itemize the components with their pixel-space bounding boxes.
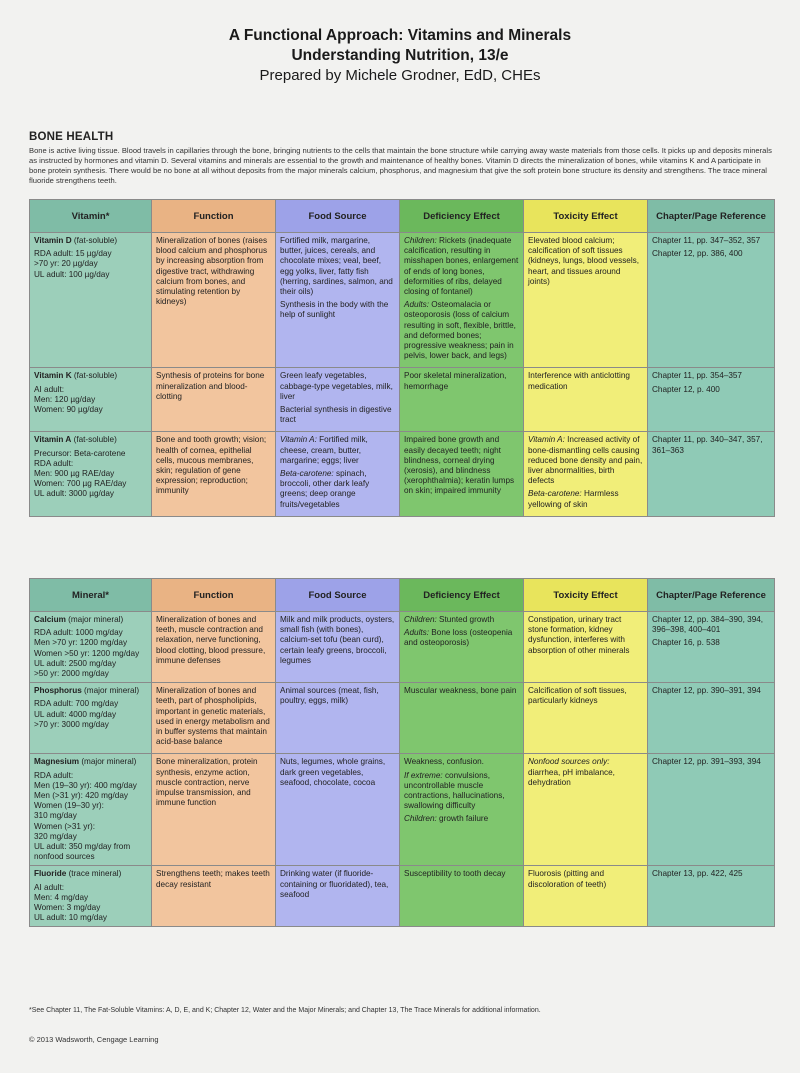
- text: Stunted growth: [436, 615, 495, 624]
- nutrient-detail: Men: 900 µg RAE/day: [34, 469, 115, 479]
- mineral-row-magnesium: [30, 754, 775, 866]
- nutrient-cell: [30, 866, 152, 927]
- nutrient-class: (fat-soluble): [71, 371, 118, 381]
- text: Muscular weakness, bone pain: [404, 686, 517, 696]
- food-source-text: Fortified milk, margarine, butter, juices, cereals, and chocolate mixes; veal, beef, egg yolks, liver, fatty fish (herring, sardines, salmon, and their oils): [280, 236, 393, 297]
- mineral-header-1: Mineral*: [30, 579, 152, 612]
- reference-text: Chapter 16, p. 538: [652, 638, 720, 648]
- toxicity-cell: [524, 368, 648, 432]
- nutrient-class: (fat-soluble): [71, 236, 118, 245]
- deficiency-text: [404, 757, 519, 767]
- vitamin-header-5: Toxicity Effect: [524, 200, 648, 233]
- vitamin-row-vitamin-a: [30, 432, 775, 516]
- deficiency-cell: [400, 612, 524, 683]
- italic-label: Beta-carotene:: [528, 489, 582, 499]
- section-heading: BONE HEALTH: [29, 131, 114, 143]
- text: Increased activity of bone-dismantling cells causing reduced bone density and pain, liver abnormalities, birth defects: [528, 435, 643, 486]
- nutrient-detail: UL adult: 3000 µg/day: [34, 489, 114, 499]
- mineral-header-3: Food Source: [276, 579, 400, 612]
- nutrient-detail: >70 yr: 20 µg/day: [34, 259, 98, 269]
- food-source-text: Bacterial synthesis in digestive tract: [280, 405, 392, 425]
- text: Interference with anticlotting medication: [528, 371, 630, 391]
- function-text: Synthesis of proteins for bone mineralization and blood-clotting: [156, 371, 265, 401]
- food-source-text: Synthesis in the body with the help of sunlight: [280, 300, 389, 320]
- function-cell: [152, 233, 276, 368]
- handout-page: [0, 26, 800, 1073]
- toxicity-cell: [524, 233, 648, 368]
- function-cell: [152, 432, 276, 516]
- function-text: Bone mineralization, protein synthesis, enzyme action, muscle contraction, nerve impulse transmission, and immune function: [156, 757, 258, 808]
- food-source-cell: [276, 754, 400, 866]
- vitamin-header-3: Food Source: [276, 200, 400, 233]
- deficiency-text: [404, 236, 519, 297]
- mineral-header-6: Chapter/Page Reference: [648, 579, 775, 612]
- nutrient-name: [34, 757, 147, 767]
- text: Rickets (inadequate calcification, resulting in misshapen bones, enlargement of ends of long bones, deformities of ribs, delayed closing of fontanel): [404, 236, 519, 297]
- vitamin-header-6: Chapter/Page Reference: [648, 200, 775, 233]
- nutrient-name: [34, 615, 147, 625]
- vitamin-header-1: Vitamin*: [30, 200, 152, 233]
- deficiency-text: [404, 628, 519, 648]
- italic-label: Adults:: [404, 628, 430, 638]
- nutrient-detail: AI adult:: [34, 882, 65, 892]
- nutrient-detail: Men >70 yr: 1200 mg/day: [34, 638, 128, 648]
- text: Osteomalacia or osteoporosis (loss of calcium resulting in soft, flexible, brittle, and deformed bones; progressive weakness; pain in pelvis, lower back, and legs): [404, 300, 516, 361]
- reference-text: Chapter 12, pp. 390–391, 394: [652, 686, 761, 696]
- nutrient-detail: RDA adult: 1000 mg/day: [34, 628, 123, 638]
- nutrient-detail: UL adult: 2500 mg/day: [34, 658, 117, 668]
- deficiency-cell: [400, 432, 524, 516]
- deficiency-text: [404, 686, 519, 696]
- italic-label: Vitamin A:: [280, 435, 317, 445]
- toxicity-text: [528, 869, 643, 889]
- italic-label: Nonfood sources only:: [528, 757, 610, 767]
- food-source-text: Green leafy vegetables, cabbage-type vegetables, milk, liver: [280, 371, 393, 401]
- reference-cell: [648, 612, 775, 683]
- nutrient-detail: UL adult: 4000 mg/day: [34, 709, 117, 719]
- title-line-2: Understanding Nutrition, 13/e: [291, 47, 509, 64]
- deficiency-text: [404, 300, 519, 361]
- deficiency-text: [404, 615, 519, 625]
- food-source-cell: [276, 233, 400, 368]
- deficiency-text: [404, 814, 519, 824]
- italic-label: If extreme:: [404, 770, 443, 780]
- function-cell: [152, 866, 276, 927]
- nutrient-title: Magnesium: [34, 757, 80, 767]
- toxicity-text: [528, 686, 643, 706]
- text: growth failure: [436, 814, 489, 824]
- text: Fortified milk, cheese, cream, butter, margarine; eggs; liver: [280, 435, 368, 465]
- title-line-1: A Functional Approach: Vitamins and Minerals: [228, 27, 572, 44]
- vitamin-table-header: [30, 200, 775, 233]
- reference-text: Chapter 11, pp. 340–347, 357, 361–363: [652, 435, 763, 455]
- nutrient-cell: [30, 612, 152, 683]
- nutrient-detail: RDA adult:: [34, 770, 74, 780]
- vitamin-header-4: Deficiency Effect: [400, 200, 524, 233]
- mineral-header-4: Deficiency Effect: [400, 579, 524, 612]
- reference-cell: [648, 754, 775, 866]
- food-source-cell: [276, 683, 400, 754]
- text: Elevated blood calcium; calcification of soft tissues (kidneys, lungs, blood vessels, heart, and tissues around joints): [528, 236, 640, 286]
- section-intro: Bone is active living tissue. Blood travels in capillaries through the bone, bringing nutrients to the cells that maintain the bone structure while carrying away waste materials from those cells. It picks up and deposits minerals as instructed by hormones and vitamin D. Several vitamins and minerals are essential to the growth and maintenance of healthy bones. Vitamin D directs the mineralization of bones, while vitamins K and A participate in bone protein synthesis. There would be no bone at all without deposits from the major minerals calcium, phosphorus, and magnesium that give the soft protein bone structure its density and strengthens. The trace mineral fluoride strengthens teeth.: [29, 146, 772, 185]
- mineral-table: [29, 578, 775, 927]
- nutrient-title: Vitamin K: [34, 371, 72, 381]
- nutrient-detail: 310 mg/day: [34, 811, 77, 821]
- nutrient-detail: Women >50 yr: 1200 mg/day: [34, 648, 140, 658]
- food-source-text: Animal sources (meat, fish, poultry, eggs, milk): [280, 686, 379, 706]
- nutrient-title: Fluoride: [34, 869, 67, 879]
- italic-label: Children:: [404, 814, 437, 824]
- footnote: *See Chapter 11, The Fat-Soluble Vitamins: A, D, E, and K; Chapter 12, Water and the Major Minerals; and Chapter 13, The Trace Minerals for additional information.: [29, 1007, 541, 1014]
- function-text: Bone and tooth growth; vision; health of cornea, epithelial cells, mucous membranes, skin; regulation of gene expression; reproduction; immunity: [156, 435, 267, 496]
- function-text: Mineralization of bones (raises blood calcium and phosphorus by increasing absorption from digestive tract, withdrawing calcium from bones, and stimulating retention by kidneys): [156, 236, 268, 307]
- nutrient-name: [34, 686, 147, 696]
- nutrient-detail: UL adult: 100 µg/day: [34, 269, 110, 279]
- reference-cell: [648, 866, 775, 927]
- nutrient-detail: Men (>31 yr): 420 mg/day: [34, 791, 128, 801]
- deficiency-cell: [400, 866, 524, 927]
- nutrient-title: Vitamin A: [34, 435, 72, 445]
- deficiency-cell: [400, 233, 524, 368]
- nutrient-detail: Men (19–30 yr): 400 mg/day: [34, 780, 137, 790]
- reference-cell: [648, 432, 775, 516]
- toxicity-text: [528, 615, 643, 656]
- toxicity-cell: [524, 754, 648, 866]
- toxicity-cell: [524, 612, 648, 683]
- nutrient-cell: [30, 754, 152, 866]
- nutrient-name: [34, 371, 147, 381]
- toxicity-text: [528, 757, 643, 788]
- function-cell: [152, 683, 276, 754]
- reference-cell: [648, 368, 775, 432]
- reference-cell: [648, 683, 775, 754]
- italic-label: Adults:: [404, 300, 430, 310]
- text: Susceptibility to tooth decay: [404, 869, 506, 879]
- mineral-header-2: Function: [152, 579, 276, 612]
- food-source-cell: [276, 866, 400, 927]
- toxicity-text: [528, 371, 643, 391]
- nutrient-detail: Women (>31 yr):: [34, 821, 96, 831]
- text: Fluorosis (pitting and discoloration of teeth): [528, 869, 607, 889]
- nutrient-detail: 320 mg/day: [34, 831, 77, 841]
- toxicity-text: [528, 236, 643, 287]
- nutrient-class: (major mineral): [81, 686, 140, 696]
- reference-cell: [648, 233, 775, 368]
- nutrient-detail: Precursor: Beta-carotene: [34, 448, 126, 458]
- food-source-cell: [276, 432, 400, 516]
- nutrient-title: Calcium: [34, 615, 66, 624]
- text: Weakness, confusion.: [404, 757, 484, 767]
- reference-text: Chapter 13, pp. 422, 425: [652, 869, 743, 879]
- nutrient-title: Vitamin D: [34, 236, 72, 245]
- nutrient-title: Phosphorus: [34, 686, 82, 696]
- reference-text: Chapter 12, pp. 391–393, 394: [652, 757, 761, 767]
- reference-text: Chapter 12, pp. 386, 400: [652, 249, 743, 259]
- italic-label: Beta-carotene:: [280, 469, 334, 479]
- deficiency-cell: [400, 683, 524, 754]
- deficiency-text: [404, 435, 519, 496]
- nutrient-detail: UL adult: 350 mg/day from nonfood sources: [34, 842, 131, 862]
- function-cell: [152, 612, 276, 683]
- nutrient-name: [34, 236, 147, 246]
- text: Bone loss (osteopenia and osteoporosis): [404, 628, 513, 648]
- nutrient-class: (fat-soluble): [71, 435, 117, 445]
- nutrient-detail: Women (19–30 yr):: [34, 801, 104, 811]
- italic-label: Children:: [404, 615, 437, 624]
- nutrient-detail: UL adult: 10 mg/day: [34, 913, 107, 923]
- toxicity-text: [528, 489, 643, 509]
- food-source-text: [280, 469, 395, 510]
- nutrient-detail: RDA adult:: [34, 458, 74, 468]
- function-cell: [152, 754, 276, 866]
- function-text: Strengthens teeth; makes teeth decay resistant: [156, 869, 270, 889]
- nutrient-detail: Men: 4 mg/day: [34, 892, 89, 902]
- food-source-text: Nuts, legumes, whole grains, dark green vegetables, seafood, chocolate, cocoa: [280, 757, 386, 787]
- text: Calcification of soft tissues, particularly kidneys: [528, 686, 627, 706]
- toxicity-cell: [524, 432, 648, 516]
- copyright: © 2013 Wadsworth, Cengage Learning: [29, 1035, 159, 1044]
- vitamin-row-vitamin-k: [30, 368, 775, 432]
- deficiency-text: [404, 371, 519, 391]
- nutrient-detail: RDA adult: 700 mg/day: [34, 699, 119, 709]
- mineral-header-5: Toxicity Effect: [524, 579, 648, 612]
- mineral-row-fluoride: [30, 866, 775, 927]
- text: convulsions, uncontrollable muscle contractions, hallucinations, swallowing difficulty: [404, 770, 505, 811]
- food-source-text: [280, 435, 395, 466]
- text: Harmless yellowing of skin: [528, 489, 619, 509]
- nutrient-cell: [30, 233, 152, 368]
- nutrient-detail: AI adult:: [34, 384, 65, 394]
- nutrient-detail: >50 yr: 2000 mg/day: [34, 669, 109, 679]
- reference-text: Chapter 11, pp. 354–357: [652, 371, 742, 381]
- text: spinach, broccoli, other dark leafy greens; deep orange fruits/vegetables: [280, 469, 370, 509]
- reference-text: Chapter 12, p. 400: [652, 384, 720, 394]
- mineral-row-calcium: [30, 612, 775, 683]
- text: Impaired bone growth and easily decayed teeth; night blindness, corneal drying (xerosis), and blindness (xerophthalmia); keratin lumps on skin; impaired immunity: [404, 435, 515, 496]
- text: diarrhea, pH imbalance, dehydration: [528, 767, 615, 787]
- reference-text: Chapter 11, pp. 347–352, 357: [652, 236, 761, 245]
- nutrient-detail: Men: 120 µg/day: [34, 394, 96, 404]
- vitamin-row-vitamin-d: [30, 233, 775, 368]
- italic-label: Vitamin A:: [528, 435, 565, 445]
- nutrient-cell: [30, 432, 152, 516]
- nutrient-class: (major mineral): [65, 615, 124, 624]
- italic-label: Children:: [404, 236, 437, 245]
- title-line-3: Prepared by Michele Grodner, EdD, CHEs: [259, 67, 541, 84]
- deficiency-cell: [400, 754, 524, 866]
- function-text: Mineralization of bones and teeth, muscle contraction and relaxation, nerve functioning, blood clotting, blood pressure, immune defenses: [156, 615, 266, 665]
- deficiency-text: [404, 869, 519, 879]
- nutrient-detail: Women: 700 µg RAE/day: [34, 479, 127, 489]
- text: Poor skeletal mineralization, hemorrhage: [404, 371, 507, 391]
- deficiency-text: [404, 771, 519, 812]
- food-source-cell: [276, 368, 400, 432]
- nutrient-class: (trace mineral): [66, 869, 122, 879]
- food-source-text: Milk and milk products, oysters, small fish (with bones), calcium-set tofu (bean curd), certain leafy greens, broccoli, legumes: [280, 615, 395, 665]
- nutrient-class: (major mineral): [79, 757, 137, 767]
- function-text: Mineralization of bones and teeth, part of phospholipids, important in genetic materials, used in energy metabolism and in buffer systems that maintain acid-base balance: [156, 686, 270, 747]
- nutrient-cell: [30, 683, 152, 754]
- food-source-cell: [276, 612, 400, 683]
- document-title: [0, 26, 800, 86]
- toxicity-cell: [524, 866, 648, 927]
- nutrient-name: [34, 869, 147, 879]
- toxicity-text: [528, 435, 643, 486]
- toxicity-cell: [524, 683, 648, 754]
- mineral-row-phosphorus: [30, 683, 775, 754]
- text: Constipation, urinary tract stone formation, kidney dysfunction, interferes with absorption of other minerals: [528, 615, 630, 655]
- vitamin-header-2: Function: [152, 200, 276, 233]
- nutrient-detail: RDA adult: 15 µg/day: [34, 249, 112, 259]
- function-cell: [152, 368, 276, 432]
- food-source-text: Drinking water (if fluoride-containing or fluoridated), tea, seafood: [280, 869, 389, 899]
- reference-text: Chapter 12, pp. 384–390, 394, 396–398, 400–401: [652, 615, 764, 635]
- nutrient-detail: Women: 3 mg/day: [34, 903, 101, 913]
- nutrient-name: [34, 435, 147, 445]
- nutrient-detail: >70 yr: 3000 mg/day: [34, 719, 109, 729]
- mineral-table-header: [30, 579, 775, 612]
- deficiency-cell: [400, 368, 524, 432]
- vitamin-table: [29, 199, 775, 517]
- nutrient-cell: [30, 368, 152, 432]
- nutrient-detail: Women: 90 µg/day: [34, 405, 103, 415]
